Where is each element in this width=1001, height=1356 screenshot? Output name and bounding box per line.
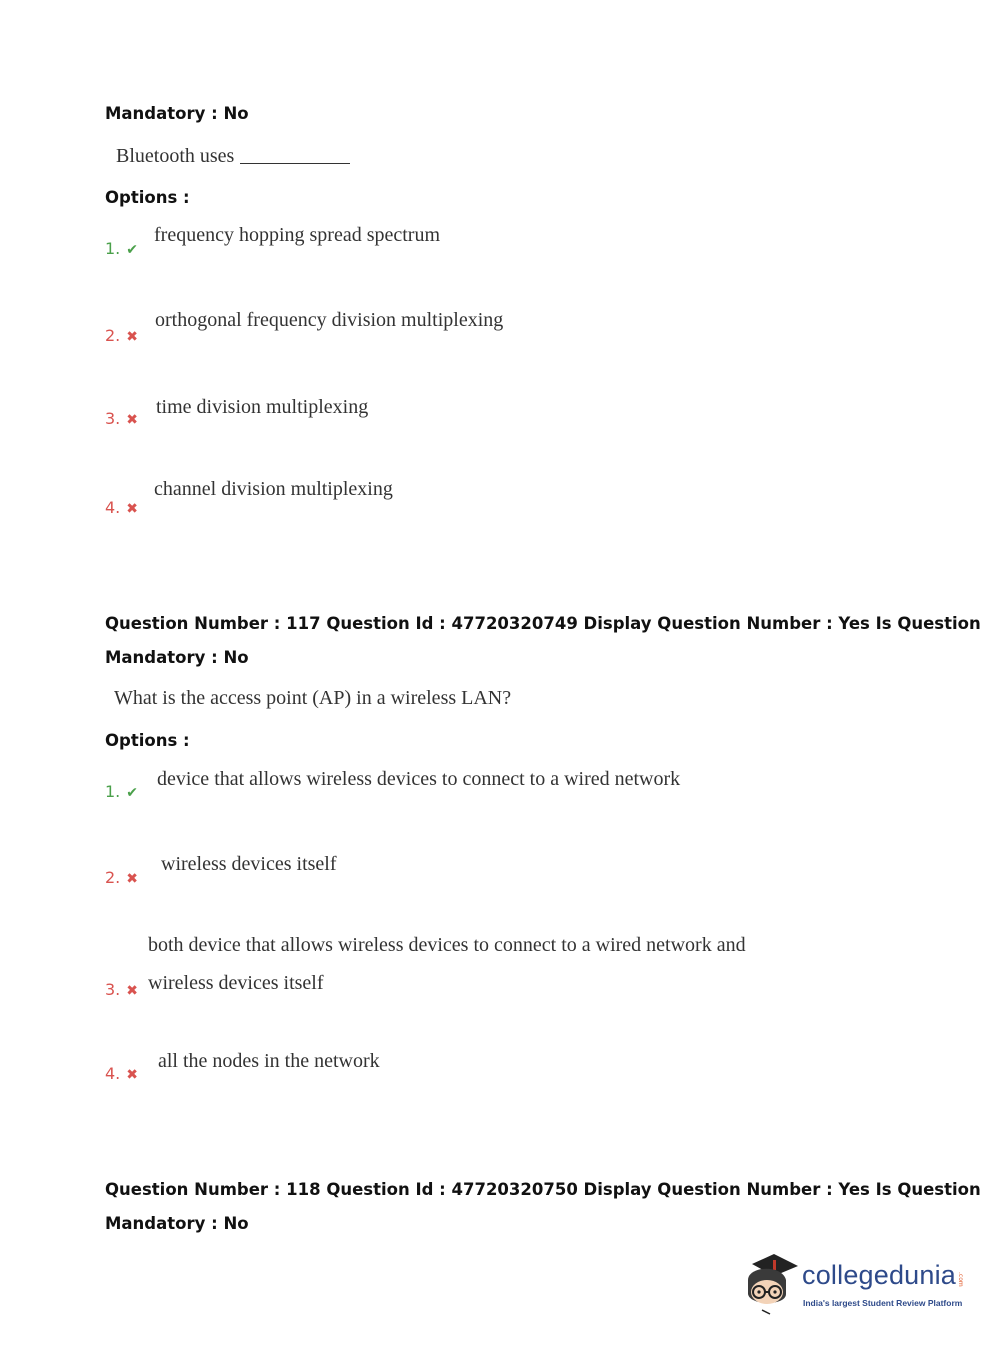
q116-option-1-text: frequency hopping spread spectrum bbox=[154, 224, 441, 246]
option-number: 4. bbox=[105, 498, 121, 517]
q116-option-2-number bbox=[105, 326, 138, 345]
q116-option-2-text: orthogonal frequency division multiplexing bbox=[155, 309, 504, 331]
option-number: 4. bbox=[105, 1064, 121, 1083]
q117-header: Question Number : 117 Question Id : 47720320749 Display Question Number : Yes Is Question bbox=[105, 614, 981, 633]
q116-question-text bbox=[116, 145, 350, 168]
q118-header: Question Number : 118 Question Id : 47720320750 Display Question Number : Yes Is Question bbox=[105, 1180, 981, 1199]
q116-mandatory: Mandatory : No bbox=[105, 104, 249, 123]
option-number: 1. bbox=[105, 239, 121, 258]
q117-option-3-number bbox=[105, 980, 138, 999]
cross-icon: ✖ bbox=[126, 1067, 138, 1083]
logo-tagline: India's largest Student Review Platform bbox=[803, 1298, 963, 1308]
q117-option-3-text-line2: wireless devices itself bbox=[148, 972, 324, 994]
option-number: 3. bbox=[105, 980, 121, 999]
cross-icon: ✖ bbox=[126, 329, 138, 345]
q116-options-label: Options : bbox=[105, 188, 190, 207]
logo-wordmark: collegedunia bbox=[802, 1260, 957, 1290]
logo-domain: .com bbox=[957, 1272, 964, 1287]
check-icon: ✔ bbox=[126, 785, 138, 801]
answer-blank bbox=[240, 162, 350, 164]
q116-option-3-number bbox=[105, 409, 138, 428]
q117-option-1-text: device that allows wireless devices to connect to a wired network bbox=[157, 768, 681, 790]
q117-question-text: What is the access point (AP) in a wireless LAN? bbox=[114, 687, 512, 709]
collegedunia-logo bbox=[742, 1250, 972, 1320]
mascot-icon bbox=[742, 1250, 802, 1320]
q117-option-1-number bbox=[105, 782, 138, 801]
q117-option-4-text: all the nodes in the network bbox=[158, 1050, 380, 1072]
cross-icon: ✖ bbox=[126, 412, 138, 428]
cross-icon: ✖ bbox=[126, 871, 138, 887]
option-number: 1. bbox=[105, 782, 121, 801]
option-number: 2. bbox=[105, 326, 121, 345]
check-icon: ✔ bbox=[126, 242, 138, 258]
q117-options-label: Options : bbox=[105, 731, 190, 750]
q116-option-3-text: time division multiplexing bbox=[156, 396, 369, 418]
q117-option-2-text: wireless devices itself bbox=[161, 853, 337, 875]
q116-question-label: Bluetooth uses bbox=[116, 145, 235, 167]
q118-mandatory: Mandatory : No bbox=[105, 1214, 249, 1233]
q117-option-3-text-line1: both device that allows wireless devices to connect to a wired network and bbox=[148, 934, 746, 956]
q116-option-4-text: channel division multiplexing bbox=[154, 478, 393, 500]
q117-option-2-number bbox=[105, 868, 138, 887]
q116-option-4-number bbox=[105, 498, 138, 517]
option-number: 2. bbox=[105, 868, 121, 887]
option-number: 3. bbox=[105, 409, 121, 428]
cross-icon: ✖ bbox=[126, 501, 138, 517]
q116-option-1-number bbox=[105, 239, 138, 258]
q117-mandatory: Mandatory : No bbox=[105, 648, 249, 667]
cross-icon: ✖ bbox=[126, 983, 138, 999]
q117-option-4-number bbox=[105, 1064, 138, 1083]
